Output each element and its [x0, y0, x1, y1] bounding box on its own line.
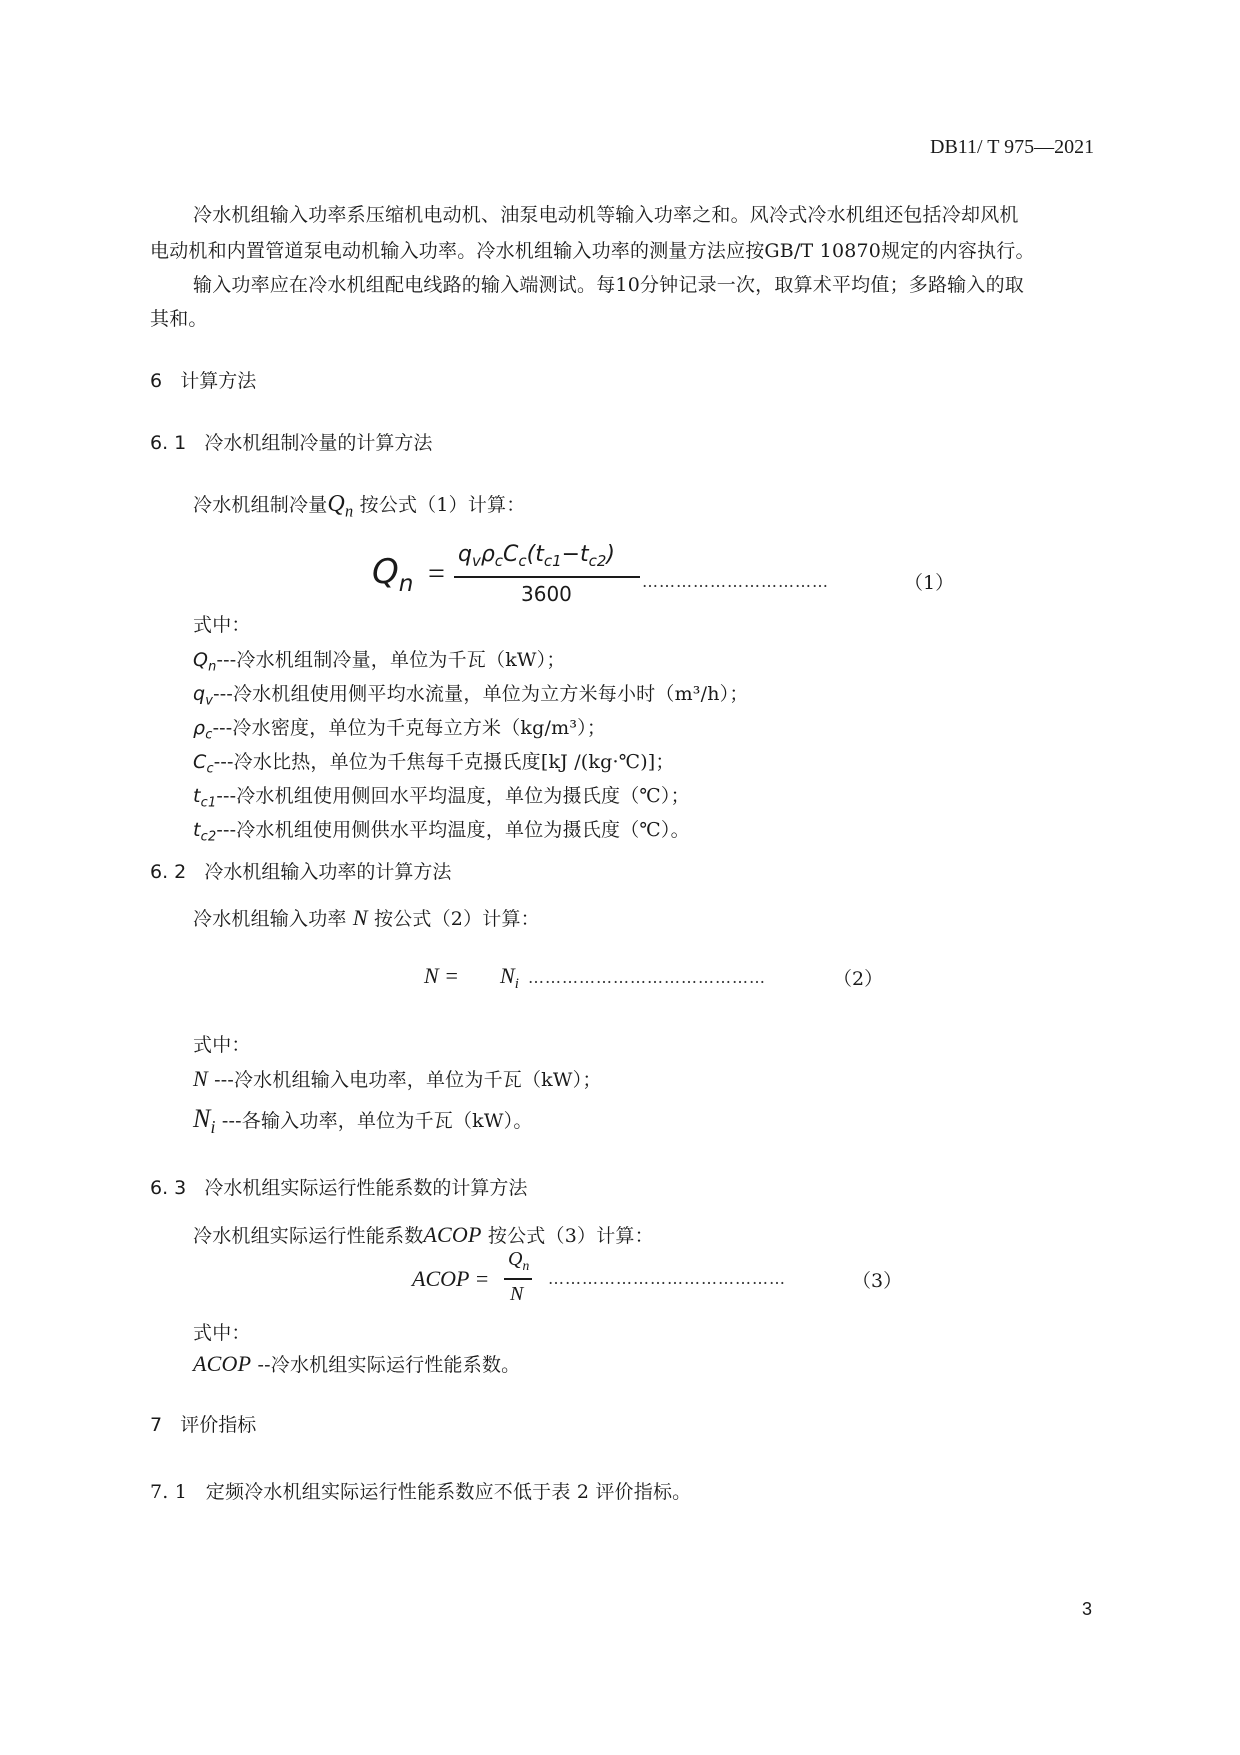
section-7-heading [150, 1410, 256, 1437]
var-desc: ---冷水比热，单位为千焦每千克摄氏度[kJ /(kg·℃)]； [213, 751, 675, 773]
var-row-qn [193, 645, 566, 675]
eq3-leader-dots: …………………………………… [548, 1269, 786, 1288]
var-symbol [193, 785, 217, 811]
var-sym: C [193, 751, 207, 773]
var-sym: t [193, 785, 201, 807]
intro-p1-line2: 电动机和内置管道泵电动机输入功率。冷水机组输入功率的测量方法应按GB/T 10870规定的内容执行。 [150, 240, 1035, 262]
var-desc: ---冷水密度，单位为千克每立方米（kg/m³）； [212, 717, 607, 739]
var-sub: c1 [200, 795, 217, 811]
section-6-3-intro [193, 1221, 654, 1248]
eq2-rhs-sub: i [514, 976, 519, 993]
var-desc: ---冷水机组使用侧平均水流量，单位为立方米每小时（m³/h）； [213, 683, 749, 705]
s63-where-label: 式中： [193, 1322, 251, 1344]
var-sym: N [193, 1104, 211, 1133]
section-6-3-heading [150, 1173, 527, 1200]
section-6-1-heading [150, 428, 432, 455]
intro-text: 冷水机组输入功率 [193, 908, 347, 930]
eq2-lhs-text: N = [424, 963, 460, 988]
var-symbol [193, 819, 217, 845]
var-sub: c [205, 727, 213, 743]
var-sym: ACOP [193, 1351, 252, 1376]
section-7-1-number: 7. 1 [150, 1481, 188, 1503]
var-sym: t [193, 819, 201, 841]
symbol-n: N [352, 905, 368, 930]
var-sym: q [193, 683, 206, 705]
symbol-sub-n: n [344, 501, 354, 521]
eq2-leader-dots: …………………………………… [528, 968, 766, 987]
section-7-1 [150, 1477, 691, 1504]
intro-text: 冷水机组制冷量 [193, 494, 328, 516]
var-sub: i [210, 1117, 216, 1138]
eq1-leader-dots: …………………………… [642, 572, 829, 591]
intro-text-post: 按公式（3）计算： [487, 1225, 654, 1247]
eq3-lhs: ACOP = [412, 1266, 490, 1291]
eq1-label: （1） [904, 572, 955, 594]
eq1-numerator: $q_v\rho_cC_c(t_{c1}-t_{c2})$ [458, 542, 616, 571]
eq2-lhs [424, 963, 459, 989]
intro-text: 冷水机组实际运行性能系数 [193, 1225, 424, 1247]
document-code: DB11/ T 975—2021 [930, 136, 1095, 158]
eq1-lhs [372, 552, 414, 598]
var-row-qv [193, 679, 749, 709]
var-row-ni [193, 1104, 533, 1138]
eq1-fraction-bar [454, 576, 640, 578]
eq3-num-sub: n [522, 1257, 530, 1273]
var-sym: Q [193, 649, 209, 671]
var-symbol [193, 717, 213, 743]
intro-p2-line1: 输入功率应在冷水机组配电线路的输入端测试。每10分钟记录一次，取算术平均值；多路输入的取 [193, 274, 1024, 296]
var-sub: c [206, 761, 214, 777]
var-sym: N [193, 1066, 208, 1091]
eq1-lhs-symbol: Q [372, 552, 399, 592]
var-desc: ---冷水机组使用侧回水平均温度，单位为摄氏度（℃）； [216, 785, 690, 807]
eq1-equals: = [428, 557, 445, 590]
eq3-denominator: N [510, 1283, 524, 1305]
var-row-tc2 [193, 815, 690, 845]
var-desc: --冷水机组实际运行性能系数。 [257, 1354, 521, 1376]
s62-where-label: 式中： [193, 1034, 251, 1056]
eq3-fraction-bar [504, 1278, 532, 1280]
var-row-acop [193, 1350, 520, 1377]
var-symbol [193, 649, 217, 675]
section-6-1-intro [193, 490, 525, 522]
section-6-2-number: 6. 2 [150, 861, 187, 883]
var-symbol [193, 1104, 216, 1138]
intro-text-post: 按公式（1）计算： [359, 494, 526, 516]
eq3-num-symbol: Q [508, 1248, 523, 1270]
eq1-lhs-sub: n [398, 571, 414, 598]
var-row-n [193, 1065, 602, 1092]
section-6-number: 6 [150, 370, 163, 392]
page-number: 3 [1082, 1599, 1093, 1619]
section-7-1-text: 定频冷水机组实际运行性能系数应不低于表 2 评价指标。 [205, 1481, 692, 1503]
equation-1 [372, 552, 413, 597]
var-desc: ---各输入功率，单位为千瓦（kW）。 [221, 1110, 533, 1132]
symbol-qn [327, 491, 354, 521]
section-6-1-title: 冷水机组制冷量的计算方法 [204, 432, 433, 454]
intro-p1-line1: 冷水机组输入功率系压缩机电动机、油泵电动机等输入功率之和。风冷式冷水机组还包括冷却风机 [193, 204, 1019, 226]
var-row-rho [193, 713, 606, 743]
eq3-numerator [508, 1248, 529, 1274]
eq3-label: （3） [852, 1270, 903, 1292]
intro-text-post: 按公式（2）计算： [373, 908, 540, 930]
s61-where-label: 式中： [193, 614, 251, 636]
section-7-number: 7 [150, 1414, 163, 1436]
eq2-label: （2） [833, 968, 884, 990]
section-6-3-title: 冷水机组实际运行性能系数的计算方法 [204, 1177, 528, 1199]
section-6-2-title: 冷水机组输入功率的计算方法 [204, 861, 452, 883]
section-6-title: 计算方法 [180, 370, 257, 392]
var-desc: ---冷水机组使用侧供水平均温度，单位为摄氏度（℃）。 [216, 819, 690, 841]
section-6-heading [150, 366, 256, 393]
var-sub: n [208, 659, 217, 675]
var-desc: ---冷水机组输入电功率，单位为千瓦（kW）； [214, 1069, 602, 1091]
eq2-rhs-symbol: N [500, 963, 515, 988]
var-sub: v [205, 693, 214, 709]
var-row-tc1 [193, 781, 690, 811]
section-6-2-intro [193, 904, 540, 931]
var-sym: ρ [193, 717, 206, 739]
intro-p2-line2: 其和。 [150, 308, 208, 330]
var-symbol [193, 751, 214, 777]
section-6-1-number: 6. 1 [150, 432, 187, 454]
eq1-denominator: 3600 [521, 582, 572, 606]
var-desc: ---冷水机组制冷量，单位为千瓦（kW）； [216, 649, 566, 671]
section-7-title: 评价指标 [180, 1414, 257, 1436]
section-6-2-heading [150, 857, 451, 884]
var-sub: c2 [200, 829, 217, 845]
var-row-cc [193, 747, 675, 777]
var-symbol [193, 683, 214, 709]
eq2-rhs [500, 963, 519, 993]
symbol-acop: ACOP [423, 1222, 482, 1247]
symbol-q: Q [327, 491, 345, 517]
section-6-3-number: 6. 3 [150, 1177, 187, 1199]
